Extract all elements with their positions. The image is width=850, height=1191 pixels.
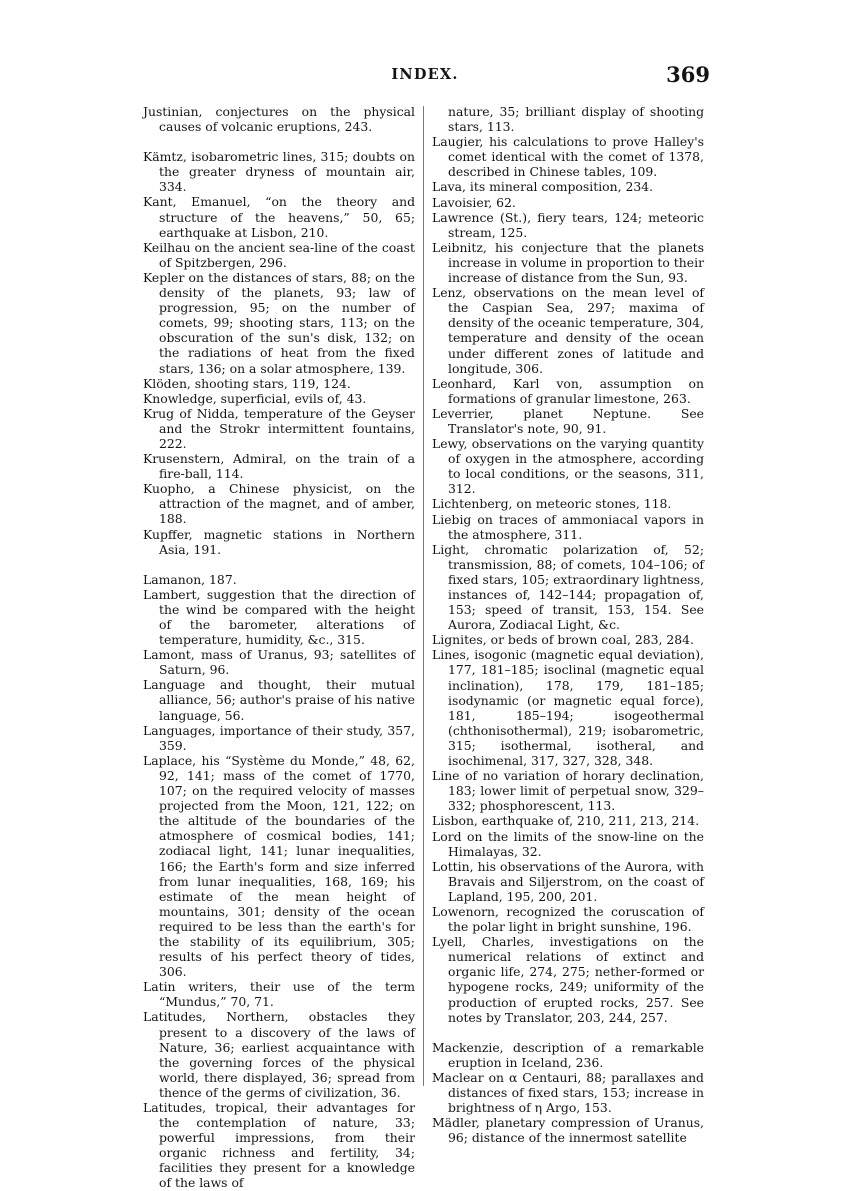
index-entry: Klöden, shooting stars, 119, 124. (143, 375, 351, 391)
index-entry: Light, chromatic polarization of, 52; transmission, 88; of comets, 104–106; of fixed stars, 105; extraordinary lightness, instances of, 142–144; propagation of, 153; speed of transit, 153, 154. See Aurora, Zodiacal Light, &c. (432, 541, 705, 633)
index-entry: Lord on the limits of the snow-line on the Himalayas, 32. (432, 828, 704, 859)
index-entry: Kant, Emanuel, “on the theory and structure of the heavens,” 50, 65; earthquake at Lisbon, 210. (143, 194, 415, 240)
index-column-left (143, 104, 415, 1191)
index-entry: Kämtz, isobarometric lines, 315; doubts on the greater dryness of mountain air, 334. (143, 149, 415, 195)
index-entry: Leverrier, planet Neptune. See Translator's note, 90, 91. (432, 405, 704, 436)
index-entry: Lines, isogonic (magnetic equal deviation), 177, 181–185; isoclinal (magnetic equal inclination), 178, 179, 181–185; isodynamic (or magnetic equal force), 181, 185–194; isogeothermal (chthonisothermal), 219; isobarometric, 315; isothermal, isotheral, and isochimenal, 317, 327, 328, 348. (432, 647, 704, 769)
index-entry: Latitudes, tropical, their advantages for the contemplation of nature, 33; powerful impressions, from their organic richness and fertility, 34; facilities they present for a knowledge of the laws of (143, 1100, 415, 1191)
index-entry: Lamanon, 187. (143, 571, 237, 587)
index-entry: Latin writers, their use of the term “Mundus,” 70, 71. (143, 979, 415, 1010)
index-entry: Lignites, or beds of brown coal, 283, 284. (432, 632, 694, 648)
index-entry: Justinian, conjectures on the physical causes of volcanic eruptions, 243. (143, 104, 415, 135)
index-entry: Laplace, his “Système du Monde,” 48, 62, 92, 141; mass of the comet of 1770, 107; on the required velocity of masses projected from the Moon, 121, 122; on the altitude of the boundaries of the atmosphere of cosmical bodies, 141; zodiacal light, 141; lunar inequalities, 166; the Earth's form and size inferred from lunar inequalities, 168, 169; his estimate of the mean height of mountains, 301; density of the ocean required to be less than the earth's for the stability of its equilibrium, 305; results of his perfect theory of tides, 306. (143, 752, 415, 980)
running-title: INDEX. (391, 66, 459, 83)
index-entry: Lyell, Charles, investigations on the numerical relations of extinct and organic life, 274, 275; nether-formed or hypogene rocks, 249; uniformity of the production of erupted rocks, 257. See notes by Translator, 203, 244, 257. (432, 934, 704, 1025)
index-entry: Lottin, his observations of the Aurora, with Bravais and Siljerstrom, on the coast of Lapland, 195, 200, 201. (432, 858, 704, 904)
index-entry: Krusenstern, Admiral, on the train of a fire-ball, 114. (143, 451, 415, 482)
index-entry: Lava, its mineral composition, 234. (432, 179, 654, 195)
index-entry: Leonhard, Karl von, assumption on formations of granular limestone, 263. (432, 375, 704, 406)
index-entry: Lisbon, earthquake of, 210, 211, 213, 214. (432, 813, 700, 829)
index-entry: Kepler on the distances of stars, 88; on the density of the planets, 93; law of progression, 95; on the number of comets, 99; shooting stars, 113; on the obscuration of the sun's disk, 132; on the radiations of heat from the fixed stars, 136; on a solar atmosphere, 139. (143, 269, 415, 376)
column-divider (423, 106, 424, 1086)
index-entry: Lowenorn, recognized the coruscation of the polar light in bright sunshine, 196. (432, 903, 704, 935)
index-entry: Lambert, suggestion that the direction of the wind be compared with the height of the barometer, alterations of temperature, humidity, &c., 315. (143, 586, 415, 648)
page-number: 369 (666, 62, 710, 87)
index-entry: Lawrence (St.), fiery tears, 124; meteoric stream, 125. (432, 209, 704, 240)
index-entry: Line of no variation of horary declination, 183; lower limit of perpetual snow, 329–332; phosphorescent, 113. (432, 768, 704, 814)
index-entry: Lichtenberg, on meteoric stones, 118. (432, 496, 672, 512)
index-entry: Knowledge, superficial, evils of, 43. (143, 390, 367, 406)
index-entry: Lewy, observations on the varying quantity of oxygen in the atmosphere, according to local conditions, or the seasons, 311, 312. (432, 436, 704, 497)
index-column-right (432, 104, 705, 1146)
index-entry: Mackenzie, description of a remarkable eruption in Iceland, 236. (432, 1039, 704, 1070)
index-entry: Language and thought, their mutual alliance, 56; author's praise of his native language, 56. (143, 677, 415, 723)
index-entry: Kuopho, a Chinese physicist, on the attraction of the magnet, and of amber, 188. (143, 481, 415, 527)
page-header (140, 62, 710, 90)
index-entry: Latitudes, Northern, obstacles they present to a discovery of the laws of Nature, 36; earliest acquaintance with the governing forces of the physical world, there displayed, 36; spread from thence of the germs of civilization, 36. (143, 1009, 415, 1100)
index-entry: Mädler, planetary compression of Uranus, 96; distance of the innermost satellite (432, 1115, 704, 1146)
index-entry: Liebig on traces of ammoniacal vapors in the atmosphere, 311. (432, 511, 704, 542)
index-entry: Krug of Nidda, temperature of the Geyser and the Strokr intermittent fountains, 222. (143, 405, 415, 451)
index-entry: Languages, importance of their study, 357, 359. (143, 722, 415, 753)
index-entry: Kupffer, magnetic stations in Northern Asia, 191. (143, 526, 415, 557)
index-entry: nature, 35; brilliant display of shooting stars, 113. (448, 104, 704, 135)
index-entry: Leibnitz, his conjecture that the planets increase in volume in proportion to their increase of distance from the Sun, 93. (432, 239, 704, 286)
index-entry: Lenz, observations on the mean level of the Caspian Sea, 297; maxima of density of the oceanic temperature, 304, temperature and density of the ocean under different zones of latitude and longitude, 306. (432, 285, 704, 376)
index-entry: Laugier, his calculations to prove Halley's comet identical with the comet of 1378, described in Chinese tables, 109. (432, 134, 704, 180)
index-entry: Lavoisier, 62. (432, 194, 516, 210)
index-entry: Lamont, mass of Uranus, 93; satellites of Saturn, 96. (143, 647, 415, 678)
index-entry: Keilhau on the ancient sea-line of the coast of Spitzbergen, 296. (143, 239, 415, 270)
index-entry: Maclear on α Centauri, 88; parallaxes and distances of fixed stars, 153; increase in brightness of η Argo, 153. (432, 1069, 704, 1116)
